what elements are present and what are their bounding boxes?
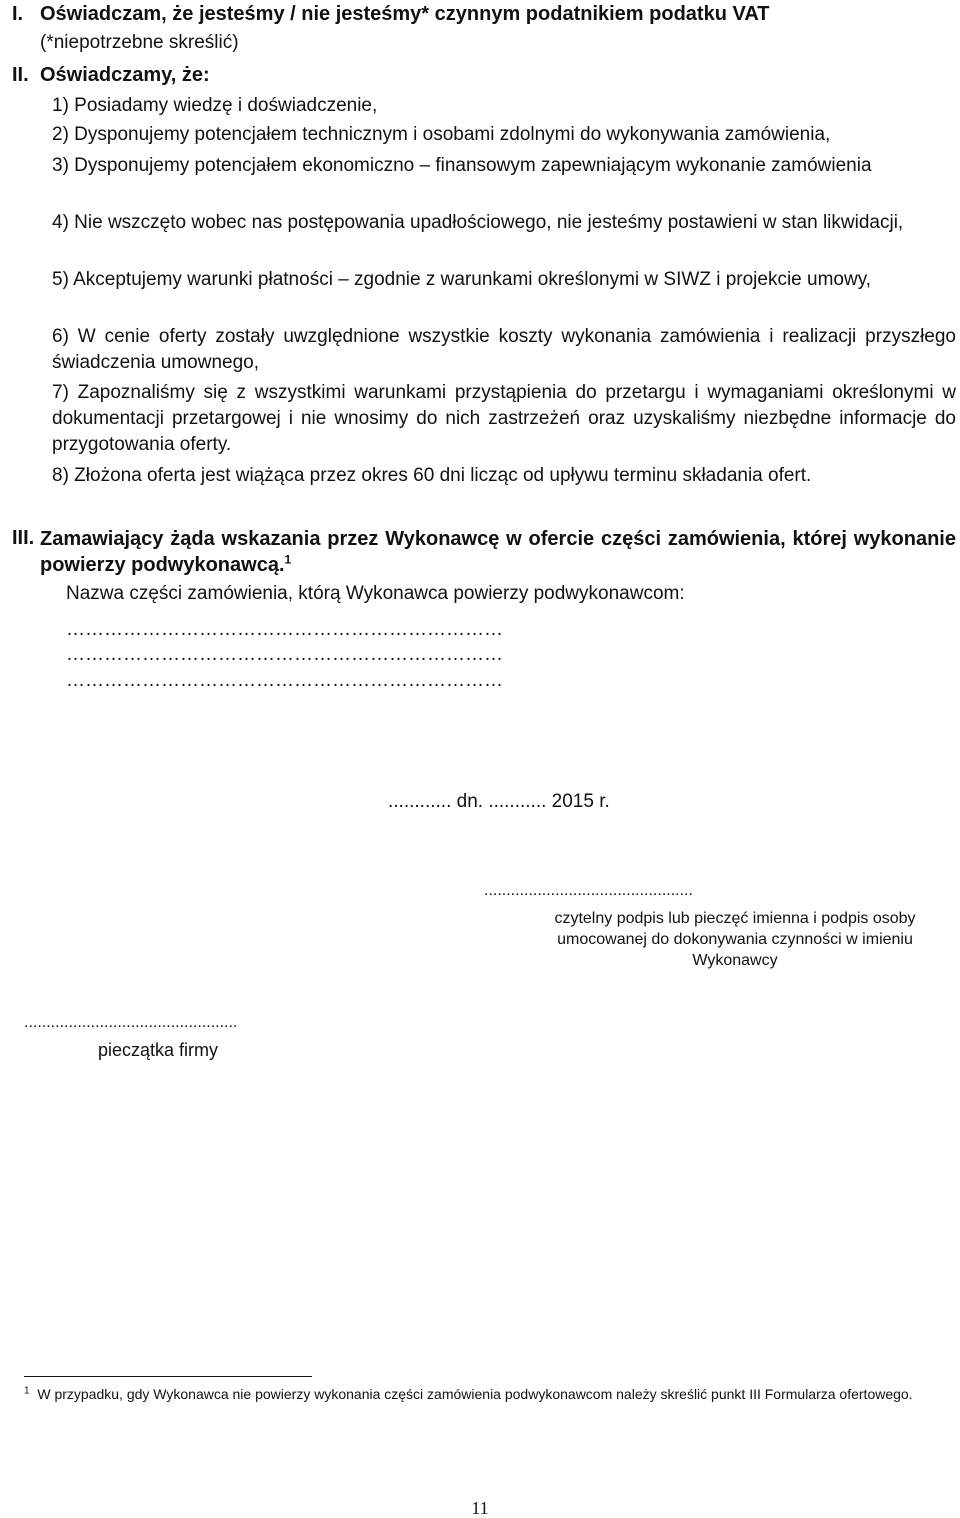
stamp-dots: ................................................ xyxy=(24,1014,238,1031)
list-item-6: 6) W cenie oferty zostały uwzględnione wszystkie koszty wykonania zamówienia i realizacji przyszłego świadczenia umownego, xyxy=(52,326,956,373)
section-i-number: I. xyxy=(12,3,24,25)
list-item-3: 3) Dysponujemy potencjałem ekonomiczno – finansowym zapewniającym wykonanie zamówienia xyxy=(52,155,872,176)
subcontract-label: Nazwa części zamówienia, którą Wykonawca powierzy podwykonawcom: xyxy=(66,583,685,604)
section-iii-heading xyxy=(40,526,956,578)
stamp-caption: pieczątka firmy xyxy=(98,1040,219,1060)
dotted-line-2: …………………………………………………………… xyxy=(66,644,503,665)
dotted-line-1: …………………………………………………………… xyxy=(66,619,503,640)
section-i-statement: Oświadczam, że jesteśmy / nie jesteśmy* czynnym podatnikiem podatku VAT xyxy=(40,3,770,25)
footnote-separator xyxy=(24,1376,312,1377)
list-item-7: 7) Zapoznaliśmy się z wszystkimi warunkami przystąpienia do przetargu i wymaganiami określonymi w dokumentacji przetargowej i nie wnosimy do nich zastrzeżeń oraz uzyskaliśmy niezbędne informacje do przygotowania oferty. xyxy=(52,382,956,455)
list-item-8: 8) Złożona oferta jest wiążąca przez okres 60 dni licząc od upływu terminu składania ofert. xyxy=(52,465,812,486)
list-item-5: 5) Akceptujemy warunki płatności – zgodnie z warunkami określonymi w SIWZ i projekcie umowy, xyxy=(52,269,872,290)
page-number: 11 xyxy=(471,1498,489,1518)
footnote xyxy=(24,1384,956,1404)
list-item-2: 2) Dysponujemy potencjałem technicznym i osobami zdolnymi do wykonywania zamówienia, xyxy=(52,124,831,145)
section-iii-number: III. xyxy=(12,527,35,549)
footnote-marker: 1 xyxy=(24,1385,30,1397)
list-item-1: 1) Posiadamy wiedzę i doświadczenie, xyxy=(52,95,378,116)
dotted-line-3: …………………………………………………………… xyxy=(66,670,503,691)
section-ii-number: II. xyxy=(12,64,29,86)
signature-dots: ............................................... xyxy=(484,882,693,899)
list-item-4: 4) Nie wszczęto wobec nas postępowania upadłościowego, nie jesteśmy postawieni w stan likwidacji, xyxy=(52,212,904,233)
footnote-text: W przypadku, gdy Wykonawca nie powierzy wykonania części zamówienia podwykonawcom należy skreślić punkt III Formularza ofertowego. xyxy=(37,1386,913,1402)
signature-caption: czytelny podpis lub pieczęć imienna i podpis osoby umocowanej do dokonywania czynności w imieniu Wykonawcy xyxy=(554,910,916,969)
section-iii-heading-text: Zamawiający żąda wskazania przez Wykonawcę w ofercie części zamówienia, której wykonanie powierzy podwykonawcą. xyxy=(40,528,956,576)
footnote-reference: 1 xyxy=(284,552,292,567)
section-i-note: (*niepotrzebne skreślić) xyxy=(40,32,239,53)
date-line: ............ dn. ........... 2015 r. xyxy=(388,791,610,812)
section-ii-heading: Oświadczamy, że: xyxy=(40,64,210,86)
